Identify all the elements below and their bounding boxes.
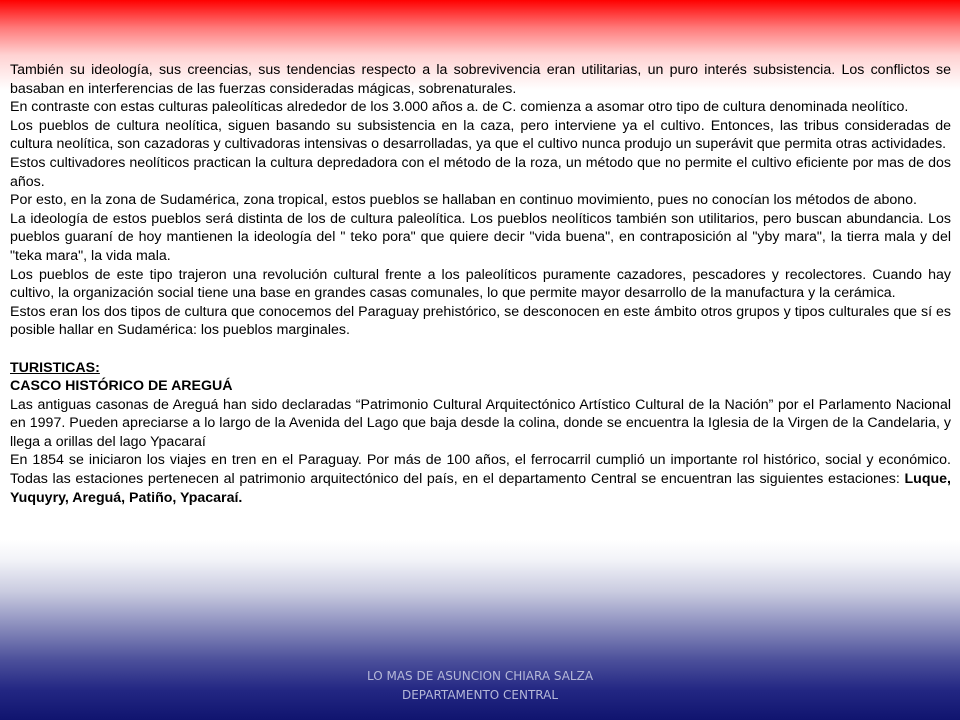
paragraph-sudamerica: Por esto, en la zona de Sudamérica, zona tropical, estos pueblos se hallaban en continuo movimiento, pues no conocían los métodos de abono. <box>10 192 918 209</box>
section-heading: TURISTICAS: <box>10 359 100 376</box>
paragraph-teko-pora: La ideología de estos pueblos será distinta de los de cultura paleolítica. Los pueblos neolíticos también son utilitarios, pero buscan abundancia. Los pueblos guaraní de hoy mantienen la ideología del " teko pora" que quiere decir "vida buena", en contraposición al "yby mara", la tierra mala y del "teka mara", la vida mala. <box>10 210 951 264</box>
paragraph-roza: Estos cultivadores neolíticos practican la cultura depredadora con el método de la roza, un método que no permite el cultivo eficiente por mas de dos años. <box>10 154 951 190</box>
slide-footer <box>330 667 630 705</box>
spacer <box>10 340 951 359</box>
slide-body <box>10 61 951 507</box>
paragraph-neolitico-intro: En contraste con estas culturas paleolíticas alrededor de los 3.000 años a. de C. comienza a asomar otro tipo de cultura denominada neolítico. <box>10 99 909 116</box>
paragraph-casonas-aregua: Las antiguas casonas de Areguá han sido declaradas “Patrimonio Cultural Arquitectónico Artístico Cultural de la Nación” por el Parlamento Nacional en 1997. Pueden apreciarse a lo largo de la Avenida del Lago que baja desde la colina, donde se encuentra la Iglesia de la Virgen de la Candelaria, y llega a orillas del lago Ypacaraí <box>10 396 951 450</box>
paragraph-cultura-neolitica: Los pueblos de cultura neolítica, siguen basando su subsistencia en la caza, pero interviene ya el cultivo. Entonces, las tribus consideradas de cultura neolítica, son cazadoras y cultivadoras intensivas o desarrolladas, ya que el cultivo nunca produjo un superávit que permita otras actividades. <box>10 117 951 153</box>
ferrocarril-text: En 1854 se iniciaron los viajes en tren en el Paraguay. Por más de 100 años, el ferrocarril cumplió un importante rol histórico, social y económico. Todas las estaciones pertenecen al patrimonio arquitectónico del país, en el departamento Central se encuentran las siguientes estaciones: <box>10 452 951 488</box>
footer-author: LO MAS DE ASUNCION CHIARA SALZA <box>366 669 594 683</box>
paragraph-revolucion-cultural: Los pueblos de este tipo trajeron una revolución cultural frente a los paleolíticos puramente cazadores, pescadores y recolectores. Cuando hay cultivo, la organización social tiene una base en grandes casas comunales, lo que permite mayor desarrollo de la manufactura y la cerámica. <box>10 266 951 302</box>
paragraph-ideologia: También su ideología, sus creencias, sus tendencias respecto a la sobrevivencia eran utilitarias, un puro interés subsistencia. Los conflictos se basaban en interferencias de las fuerzas consideradas mágicas, sobrenaturales. <box>10 62 951 97</box>
estaciones-list: Luque, Yuquyry, Areguá, Patiño, Ypacaraí. <box>10 471 951 506</box>
subheading: CASCO HISTÓRICO DE AREGUÁ <box>10 378 233 395</box>
paragraph-pueblos-marginales: Estos eran los dos tipos de cultura que conocemos del Paraguay prehistórico, se desconocen en este ámbito otros grupos y tipos culturales que sí es posible hallar en Sudamérica: los pueblos marginales. <box>10 303 951 339</box>
paragraph-ferrocarril <box>10 451 951 507</box>
footer-department: DEPARTAMENTO CENTRAL <box>401 688 559 702</box>
